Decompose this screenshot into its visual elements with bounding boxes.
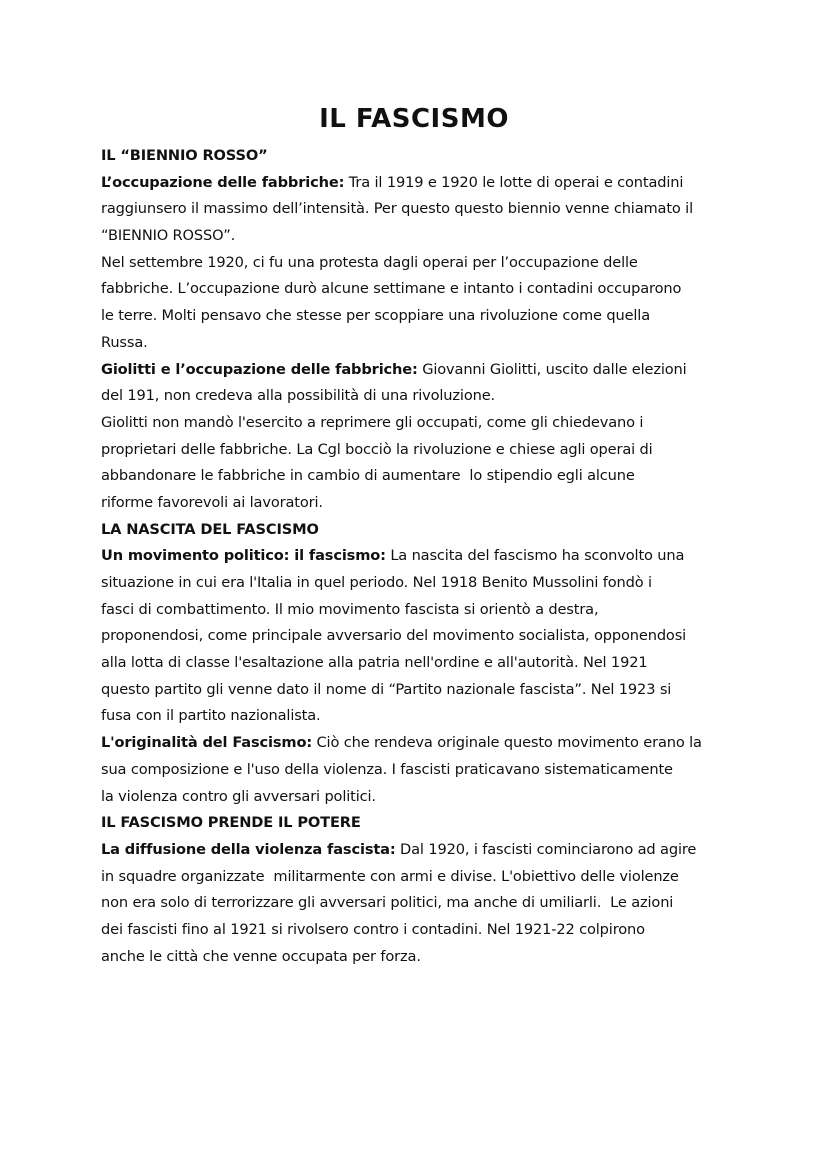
text-line [101,250,741,277]
paragraph-lead: Giolitti e l’occupazione delle fabbriche: [101,360,418,378]
text-line [101,463,741,490]
text-line [101,383,741,410]
text-line [101,543,741,570]
text-line [101,917,741,944]
text-line [101,650,741,677]
line-text: sua composizione e l'uso della violenza. I fascisti praticavano sistematicamente [101,760,673,778]
line-text: La nascita del fascismo ha sconvolto una [385,547,685,565]
line-text: Giolitti non mandò l'esercito a reprimere gli occupati, come gli chiedevano i [101,413,644,431]
text-line [101,864,741,891]
line-text: dei fascisti fino al 1921 si rivolsero contro i contadini. Nel 1921-22 colpirono [101,920,645,938]
paragraph-lead: Un movimento politico: il fascismo: [101,547,386,565]
text-line [101,784,741,811]
text-line [101,623,741,650]
line-text: questo partito gli venne dato il nome di “Partito nazionale fascista”. Nel 1923 si [101,680,672,698]
text-line [101,944,741,971]
text-line [101,357,741,384]
line-text: fasci di combattimento. Il mio movimento fascista si orientò a destra, [101,600,599,618]
line-text: fabbriche. L’occupazione durò alcune settimane e intanto i contadini occuparono [101,280,682,298]
paragraph-lead: L’occupazione delle fabbriche: [101,173,345,191]
text-line [101,570,741,597]
line-text: raggiunsero il massimo dell’intensità. Per questo questo biennio venne chiamato il [101,200,693,218]
text-line [101,730,741,757]
heading-text: LA NASCITA DEL FASCISMO [101,520,319,538]
paragraph-lead: L'originalità del Fascismo: [101,734,313,752]
text-line [101,490,741,517]
line-text: proponendosi, come principale avversario del movimento socialista, opponendosi [101,627,687,645]
page-title: IL FASCISMO [319,104,509,134]
text-line [101,437,741,464]
line-text: Nel settembre 1920, ci fu una protesta dagli operai per l’occupazione delle [101,253,638,271]
line-text: Dal 1920, i fascisti cominciarono ad agire [395,840,697,858]
line-text: “BIENNIO ROSSO”. [101,227,236,245]
line-text: situazione in cui era l'Italia in quel periodo. Nel 1918 Benito Mussolini fondò i [101,574,652,591]
line-text: Giovanni Giolitti, uscito dalle elezioni [417,360,687,378]
line-text: del 191, non credeva alla possibilità di una rivoluzione. [101,387,496,405]
section-heading [101,517,741,544]
text-line [101,170,741,197]
line-text: anche le città che venne occupata per forza. [101,947,421,965]
text-line [101,890,741,917]
line-text: alla lotta di classe l'esaltazione alla patria nell'ordine e all'autorità. Nel 1921 [101,654,648,672]
line-text: Russa. [101,333,148,351]
line-text: Ciò che rendeva originale questo movimento erano la [312,734,702,752]
line-text: fusa con il partito nazionalista. [101,707,321,725]
line-text: la violenza contro gli avversari politici. [101,787,376,805]
heading-text: IL “BIENNIO ROSSO” [101,147,268,164]
text-line [101,677,741,704]
line-text: riforme favorevoli ai lavoratori. [101,493,323,511]
text-line [101,410,741,437]
text-line [101,703,741,730]
text-line [101,196,741,223]
text-line [101,757,741,784]
text-line [101,330,741,357]
text-line [101,837,741,864]
text-line [101,276,741,303]
line-text: Tra il 1919 e 1920 le lotte di operai e contadini [344,173,684,191]
section-heading [101,143,741,170]
line-text: in squadre organizzate militarmente con armi e divise. L'obiettivo delle violenze [101,867,679,885]
text-line [101,597,741,624]
paragraph-lead: La diffusione della violenza fascista: [101,840,396,858]
line-text: non era solo di terrorizzare gli avversari politici, ma anche di umiliarli. Le azioni [101,894,674,912]
section-heading [101,810,741,837]
text-line [101,303,741,330]
document-body [101,143,741,970]
line-text: proprietari delle fabbriche. La Cgl bocciò la rivoluzione e chiese agli operai di [101,440,653,458]
text-line [101,223,741,250]
heading-text: IL FASCISMO PRENDE IL POTERE [101,814,361,832]
line-text: abbandonare le fabbriche in cambio di aumentare lo stipendio egli alcune [101,467,635,485]
line-text: le terre. Molti pensavo che stesse per scoppiare una rivoluzione come quella [101,307,651,325]
